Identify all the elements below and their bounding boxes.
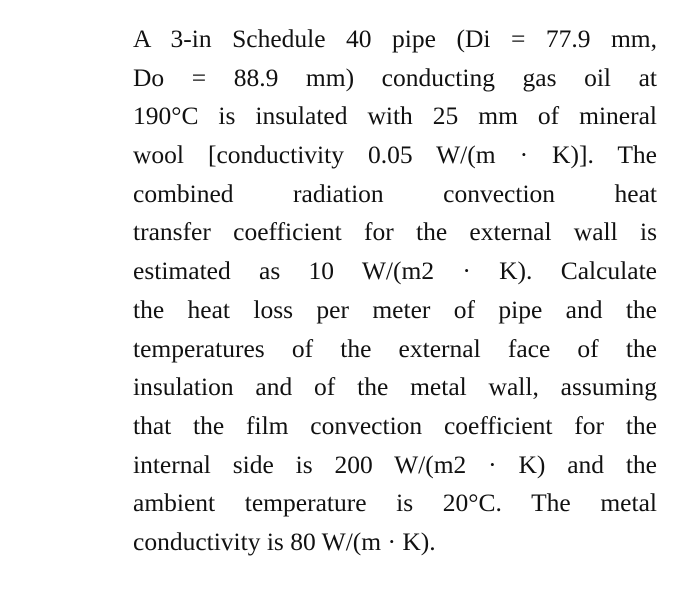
- problem-statement: [133, 20, 657, 562]
- problem-line-4: wool [conductivity 0.05 W/(m · K)]. The: [133, 140, 657, 170]
- problem-line-2: Do = 88.9 mm) conducting gas oil at: [133, 62, 657, 92]
- problem-line-14: conductivity is 80 W/(m · K).: [133, 526, 436, 556]
- problem-line-9: temperatures of the external face of the: [133, 333, 657, 363]
- problem-line-3: 190°C is insulated with 25 mm of mineral: [133, 101, 657, 131]
- problem-line-6: transfer coefficient for the external wall is: [133, 217, 657, 247]
- problem-line-11: that the film convection coefficient for the: [133, 410, 657, 440]
- problem-line-13: ambient temperature is 20°C. The metal: [133, 488, 657, 518]
- problem-line-12: internal side is 200 W/(m2 · K) and the: [133, 449, 657, 479]
- problem-line-5: combined radiation convection heat: [133, 178, 657, 208]
- problem-line-10: insulation and of the metal wall, assuming: [133, 372, 657, 402]
- problem-line-8: the heat loss per meter of pipe and the: [133, 294, 657, 324]
- problem-line-1: A 3-in Schedule 40 pipe (Di = 77.9 mm,: [133, 24, 657, 53]
- problem-line-7: estimated as 10 W/(m2 · K). Calculate: [133, 256, 657, 286]
